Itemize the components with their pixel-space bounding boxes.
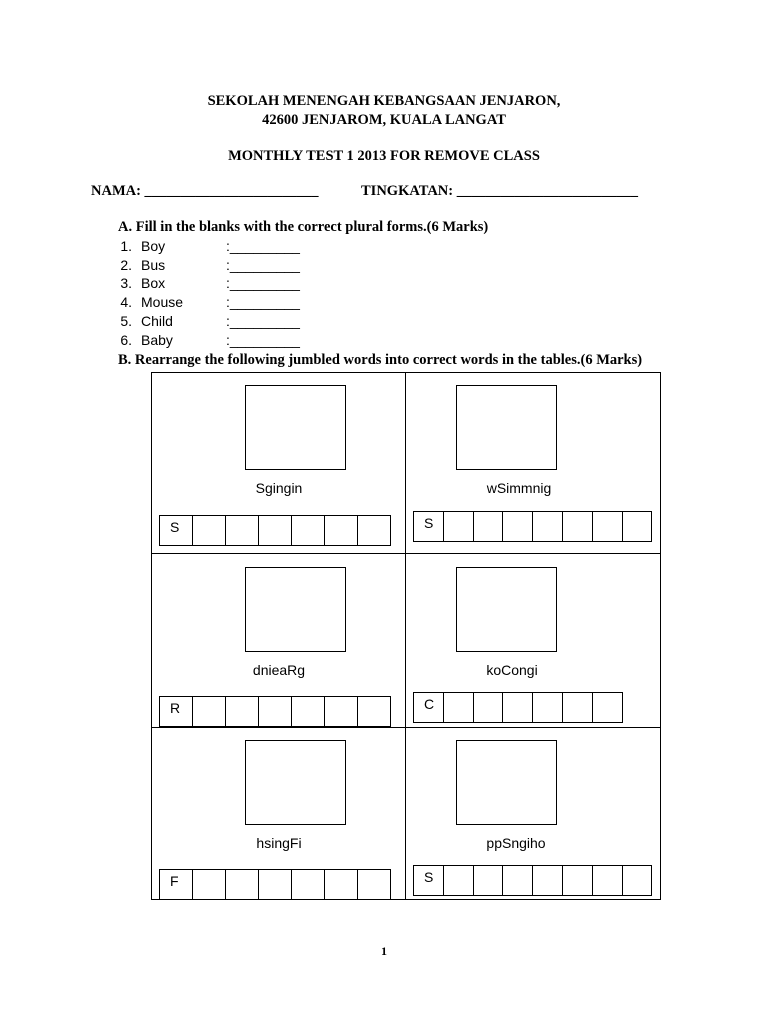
puzzle-table: [151, 372, 661, 900]
table-divider: [405, 372, 406, 900]
answer-cell[interactable]: [592, 511, 623, 542]
jumbled-word: dnieaRg: [252, 662, 306, 678]
jumbled-word: koCongi: [486, 662, 538, 678]
item-word: Boy: [141, 238, 166, 254]
answer-cell[interactable]: F: [159, 869, 193, 900]
item-number: 2.: [120, 257, 132, 273]
answer-cell[interactable]: [225, 515, 259, 546]
answer-cells: [413, 865, 652, 896]
school-address: 42600 JENJAROM, KUALA LANGAT: [262, 112, 506, 128]
table-divider: [151, 727, 661, 728]
answer-cell[interactable]: [532, 511, 563, 542]
answer-cell[interactable]: [192, 696, 226, 727]
item-number: 5.: [120, 313, 132, 329]
answer-cell[interactable]: [443, 511, 474, 542]
jumbled-word: Sgingin: [255, 480, 303, 496]
answer-cell[interactable]: [357, 515, 391, 546]
answer-cell[interactable]: [502, 865, 533, 896]
item-number: 3.: [120, 275, 132, 291]
picture-box: [456, 740, 557, 825]
nama-field[interactable]: NAMA: ________________________: [91, 183, 319, 199]
answer-cell[interactable]: [562, 692, 593, 723]
answer-cells: [159, 869, 391, 900]
answer-blank[interactable]: :_________: [226, 294, 300, 310]
answer-cells: [413, 692, 623, 723]
item-word: Bus: [141, 257, 166, 273]
answer-cell[interactable]: [258, 515, 292, 546]
answer-cell[interactable]: [258, 869, 292, 900]
page-number: 1: [381, 944, 387, 958]
answer-cell[interactable]: [291, 696, 325, 727]
item-word: Box: [141, 275, 166, 291]
answer-cell[interactable]: [532, 865, 563, 896]
answer-cell[interactable]: [473, 692, 504, 723]
answer-cell[interactable]: [357, 696, 391, 727]
answer-cell[interactable]: [258, 696, 292, 727]
answer-cell[interactable]: [443, 865, 474, 896]
answer-cell[interactable]: [225, 696, 259, 727]
picture-box: [456, 385, 557, 470]
jumbled-word: wSimmnig: [486, 480, 552, 496]
answer-cell[interactable]: [291, 515, 325, 546]
answer-cell[interactable]: [592, 865, 623, 896]
picture-box: [245, 385, 346, 470]
item-number: 6.: [120, 332, 132, 348]
item-word: Child: [141, 313, 173, 329]
answer-cell[interactable]: [192, 869, 226, 900]
picture-box: [245, 567, 346, 652]
answer-blank[interactable]: :_________: [226, 313, 300, 329]
section-b-instruction: B. Rearrange the following jumbled words into correct words in the tables.(6 Marks): [118, 352, 643, 368]
jumbled-word: hsingFi: [256, 835, 302, 851]
answer-blank[interactable]: :_________: [226, 257, 300, 273]
answer-cell[interactable]: [592, 692, 623, 723]
answer-cells: [159, 515, 391, 546]
answer-cell[interactable]: S: [413, 511, 444, 542]
answer-cell[interactable]: [225, 869, 259, 900]
answer-cell[interactable]: [562, 511, 593, 542]
item-word: Mouse: [141, 294, 184, 310]
answer-blank[interactable]: :_________: [226, 275, 300, 291]
answer-cell[interactable]: S: [413, 865, 444, 896]
section-a-instruction: A. Fill in the blanks with the correct plural forms.(6 Marks): [118, 219, 489, 235]
answer-cell[interactable]: [357, 869, 391, 900]
answer-blank[interactable]: :_________: [226, 238, 300, 254]
answer-cell[interactable]: C: [413, 692, 444, 723]
answer-cell[interactable]: [324, 869, 358, 900]
table-divider: [151, 553, 661, 554]
answer-cell[interactable]: [192, 515, 226, 546]
picture-box: [456, 567, 557, 652]
answer-cell[interactable]: [473, 865, 504, 896]
item-word: Baby: [141, 332, 173, 348]
answer-cell[interactable]: [502, 692, 533, 723]
school-name: SEKOLAH MENENGAH KEBANGSAAN JENJARON,: [207, 93, 561, 109]
answer-cell[interactable]: R: [159, 696, 193, 727]
picture-box: [245, 740, 346, 825]
answer-cell[interactable]: S: [159, 515, 193, 546]
answer-cell[interactable]: [502, 511, 533, 542]
answer-cell[interactable]: [324, 515, 358, 546]
answer-blank[interactable]: :_________: [226, 332, 300, 348]
answer-cell[interactable]: [622, 865, 653, 896]
item-number: 1.: [120, 238, 132, 254]
item-number: 4.: [120, 294, 132, 310]
answer-cell[interactable]: [324, 696, 358, 727]
answer-cells: [413, 511, 652, 542]
answer-cell[interactable]: [562, 865, 593, 896]
test-title: MONTHLY TEST 1 2013 FOR REMOVE CLASS: [228, 148, 540, 164]
answer-cell[interactable]: [532, 692, 563, 723]
answer-cell[interactable]: [443, 692, 474, 723]
answer-cell[interactable]: [473, 511, 504, 542]
answer-cell[interactable]: [291, 869, 325, 900]
jumbled-word: ppSngiho: [486, 835, 546, 851]
answer-cells: [159, 696, 391, 727]
tingkatan-field[interactable]: TINGKATAN: _________________________: [361, 183, 638, 199]
answer-cell[interactable]: [622, 511, 653, 542]
